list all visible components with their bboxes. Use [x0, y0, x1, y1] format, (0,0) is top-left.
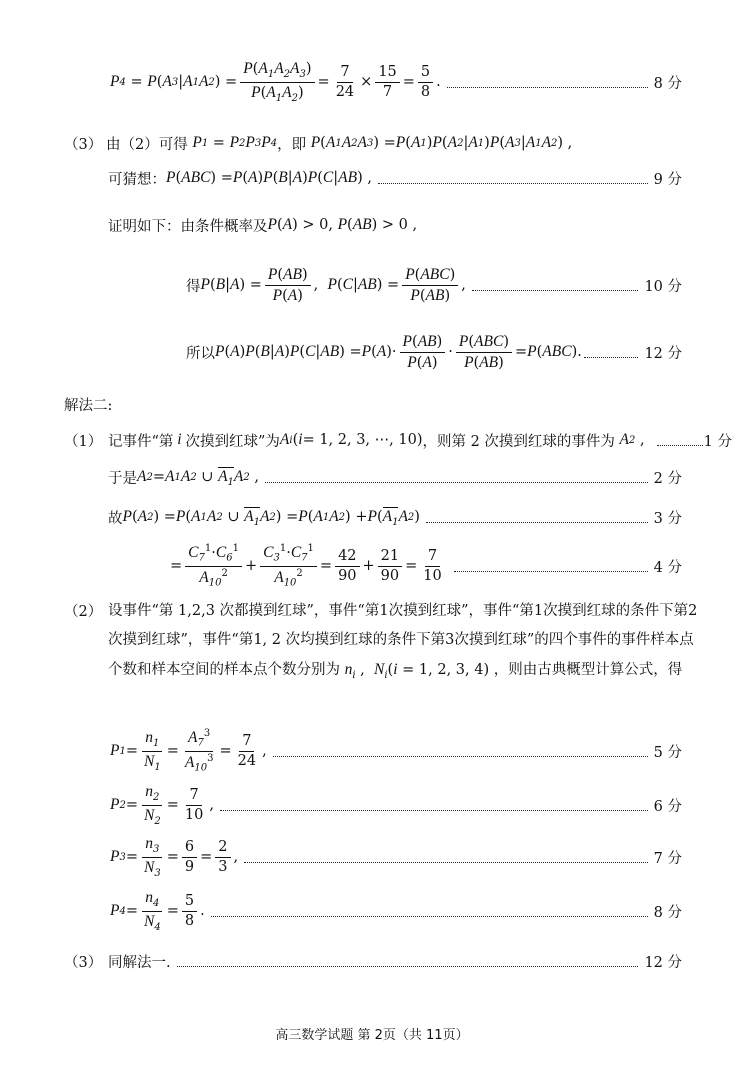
- method2-part3-line: [0, 946, 744, 976]
- leader-dots: [447, 87, 648, 88]
- method2-part2-paragraph: 设事件“第 1,2,3 次都摸到红球”，事件“第1次摸到红球”，事件“第1次摸到红球的条件下第2次摸到红球”，事件“第1, 2 次均摸到红球的条件下第3次摸到红球”的四个事件的事件样本点个数和样本空间的样本点个数分别为 $n_i$ , $N_i(i = 1$, 2, 3, 4) ，则由古典概型计算公式，得: [108, 603, 698, 681]
- proof-step-line: 得 P ( B | A ) = $\frac{P(AB)}{P(A)}$ , P ( C | AB ) = $\frac{\text{P(ABC)}}{P(AB)}$ , 10 分: [186, 265, 682, 304]
- part-label: （1）: [64, 433, 103, 450]
- proof-intro-line: 证明如下：由条件概率及 P ( A ) > 0, P ( AB ) > 0 ,: [108, 216, 418, 235]
- score-label: 2 分: [653, 470, 682, 487]
- method2-line2: 于是 A 2 = A 1 A 2 ∪ $A_1$ A 2 , 2 分: [108, 467, 682, 488]
- text: 由（2）可得: [106, 136, 188, 153]
- score-label: 7 分: [653, 850, 682, 867]
- score-label: 6 分: [653, 798, 682, 815]
- formula-p1: P 1 = $\frac{n_1}{N_1}$ = $\frac{A_7^3}{A_{10}^3}$ = $\frac{7}{24}$ , 5 分: [110, 728, 682, 774]
- text: 同解法一.: [108, 954, 171, 971]
- score-label: 9 分: [653, 171, 682, 188]
- score-label: 8 分: [653, 904, 682, 921]
- section-title-text: 解法二:: [64, 397, 113, 414]
- leader-dots: [426, 522, 648, 523]
- score-label: 8 分: [653, 75, 682, 92]
- score-label: 3 分: [653, 510, 682, 527]
- score-label: 5 分: [653, 744, 682, 761]
- leader-dots: [220, 810, 648, 811]
- score-label: 4 分: [653, 559, 682, 576]
- text: 得: [186, 278, 201, 295]
- score-label: 12 分: [644, 954, 682, 971]
- formula-p4-method1: P 4 = P ( A 3 | A 1 A 2 ) = $\frac{P(A_1A_2A_3)}{P(A_1A_2)}$ = $\frac{7}{24}$ × $\frac{15}{7}$ = $\frac{5}{8}$ . 8 分: [110, 60, 682, 104]
- leader-dots: [657, 445, 703, 446]
- leader-dots: [454, 571, 648, 572]
- part-label: （3）: [64, 136, 103, 153]
- part-label: （2）: [64, 604, 103, 620]
- leader-dots: [472, 290, 639, 291]
- score-label: 1 分: [703, 433, 732, 450]
- text: ，即: [277, 136, 307, 153]
- part-label: （3）: [64, 954, 103, 971]
- text: 证明如下：由条件概率及: [108, 218, 268, 235]
- paragraph-tail: ，则由古典概型计算公式，得: [493, 662, 683, 678]
- conjecture-line: 可猜想： P ( ABC ) = P ( A ) P ( B | A ) P ( C | AB ) , 9 分: [108, 169, 682, 188]
- part3-line: （3） 由（2）可得 P 1 = P 2 P 3 P 4 ，即 P ( A 1 A 2 A 3 ) = P ( A 1 ) P ( A 2 | A 1 ) P ( A 3 | A 1 A 2 ) ,: [64, 134, 573, 153]
- leader-dots: [211, 916, 648, 917]
- section-title: [0, 389, 744, 419]
- leader-dots: [378, 183, 648, 184]
- text: 记事件“第: [108, 433, 174, 450]
- formula-p3: P 3 = $\frac{n_3}{N_3}$ = $\frac{6}{9}$ = $\frac{2}{3}$ , 7 分: [110, 835, 682, 879]
- text: ，则第 2 次摸到红球的事件为: [422, 433, 615, 450]
- method2-line4: = $\frac{C_7^1\cdot C_6^1}{A_{10}^2}$ + $\frac{C_3^1\cdot C_7^1}{A_{10}^2}$ = $\frac{42}{90}$ + $\frac{21}{90}$ = $\frac{7}{10}$ 4 分: [170, 543, 682, 589]
- text: 于是: [108, 470, 137, 487]
- method2-part1-line: （1） 记事件“第 i 次摸到红球”为 A i ( i = 1, 2, 3, ⋯, 10) ，则第 2 次摸到红球的事件为 A 2 , 1 分: [64, 431, 732, 450]
- page-footer: 高三数学试题 第 2页（共 11页）: [275, 1028, 469, 1043]
- text: 所以: [186, 345, 215, 362]
- formula-p4-method2: P 4 = $\frac{n_4}{N_4}$ = $\frac{5}{8}$ . 8 分: [110, 889, 682, 933]
- proof-conclusion-line: 所以 P ( A ) P ( B | A ) P ( C | AB ) = P ( A )· $\frac{P(AB)}{P(A)}$ · $\frac{\text{P(ABC)}}{P(AB)}$ = P ( ABC ). 12 分: [186, 332, 682, 371]
- leader-dots: [584, 357, 639, 358]
- method2-line3: 故 P ( A 2 ) = P ( A 1 A 2 ∪ $A_1$ A 2 ) = P ( A 1 A 2 ) + P ( $A_1$ A 2 ) 3 分: [108, 507, 682, 528]
- formula-p2: P 2 = $\frac{n_2}{N_2}$ = $\frac{7}{10}$ , 6 分: [110, 783, 682, 827]
- paragraph-text: 设事件“第 1,2,3 次都摸到红球”，事件“第1次摸到红球”，事件“第1次摸到红球的条件下第2次摸到红球”，事件“第1, 2 次均摸到红球的条件下第3次摸到红球”的四个事件的事件样本点个数和样本空间的样本点个数分别为: [108, 603, 698, 678]
- score-label: 10 分: [644, 278, 682, 295]
- text: 故: [108, 510, 123, 527]
- leader-dots: [273, 756, 648, 757]
- score-label: 12 分: [644, 345, 682, 362]
- leader-dots: [244, 862, 648, 863]
- text: 可猜想：: [108, 171, 166, 188]
- leader-dots: [265, 482, 648, 483]
- leader-dots: [177, 966, 639, 967]
- text: 次摸到红球”为: [185, 433, 280, 450]
